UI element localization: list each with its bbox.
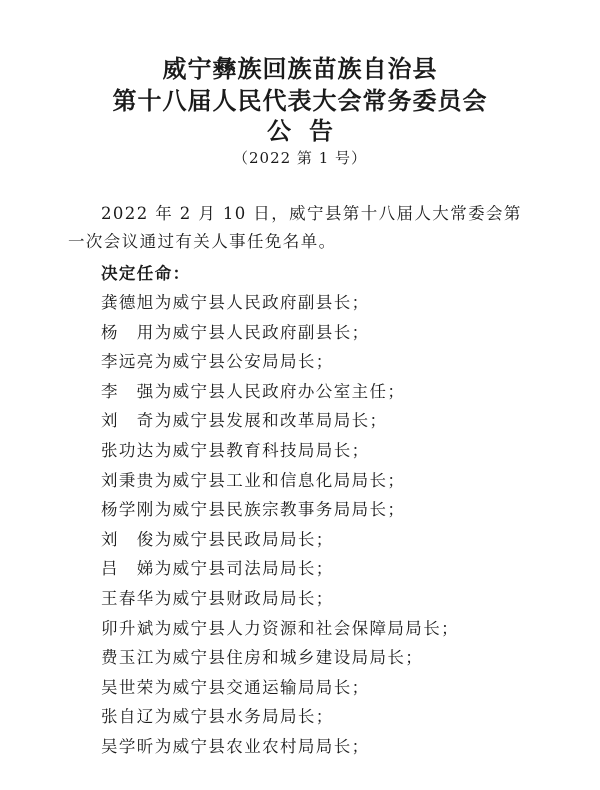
list-item: 吴学昕为威宁县农业农村局局长； [101,736,370,756]
list-item: 杨 用为威宁县人民政府副县长； [101,322,370,342]
list-item: 刘 奇为威宁县发展和改革局局长； [101,411,388,431]
list-item: 费玉江为威宁县住房和城乡建设局局长； [101,648,424,668]
title-line-committee: 第十八届人民代表大会常务委员会 [112,86,488,115]
list-item: 王春华为威宁县财政局局长； [101,588,334,608]
list-item: 张功达为威宁县教育科技局局长； [101,440,370,460]
appointment-list [101,288,459,762]
title-line-county: 威宁彝族回族苗族自治县 [162,54,438,83]
list-item: 刘秉贵为威宁县工业和信息化局局长； [101,470,406,490]
section-heading: 决定任命： [101,264,191,283]
list-item: 吴世荣为威宁县交通运输局局长； [101,677,370,697]
list-item: 李远亮为威宁县公安局局长； [101,352,334,372]
list-item: 龚德旭为威宁县人民政府副县长； [101,293,370,312]
list-item: 李 强为威宁县人民政府办公室主任； [101,381,406,401]
list-item: 刘 俊为威宁县民政局局长； [101,529,334,549]
title-line-announcement: 公告 [267,116,351,145]
list-item: 卯升斌为威宁县人力资源和社会保障局局长； [101,618,459,638]
document-number: （2022 第 1 号） [232,149,368,167]
list-item: 杨学刚为威宁县民族宗教事务局局长； [101,500,406,520]
intro-paragraph: 2022 年 2 月 10 日，威宁县第十八届人大常委会第一次会议通过有关人事任免名单。 [68,204,522,251]
list-item: 吕 娣为威宁县司法局局长； [101,559,334,579]
list-item: 张自辽为威宁县水务局局长； [101,707,334,727]
